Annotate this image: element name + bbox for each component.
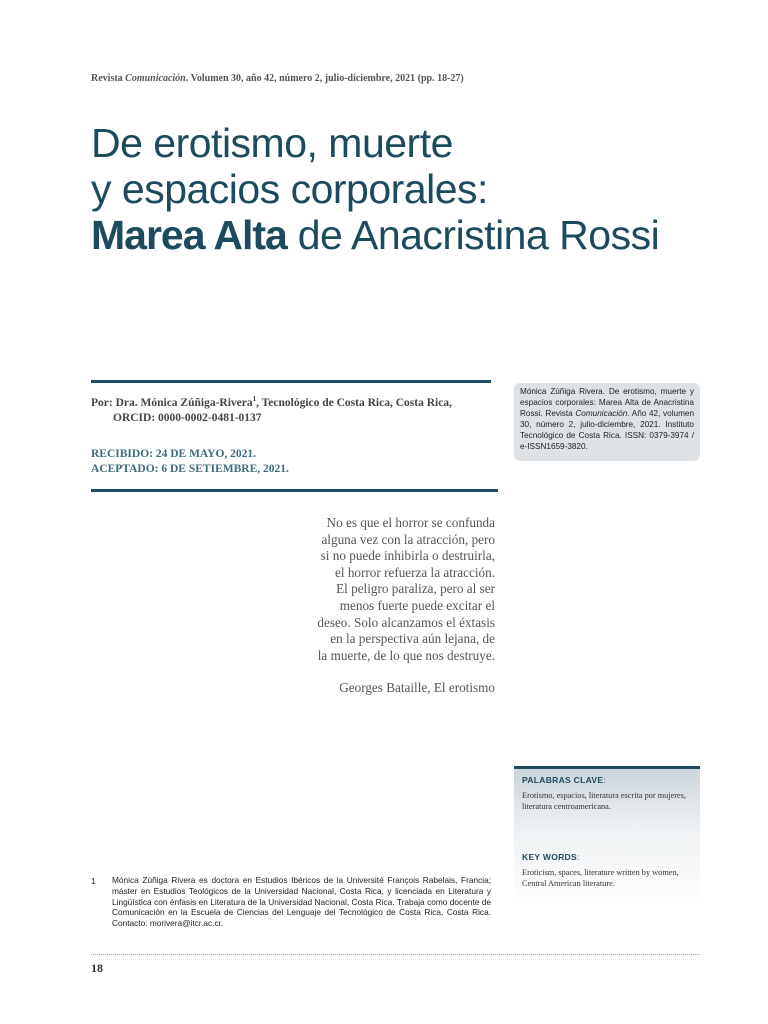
epigraph: [270, 515, 495, 664]
dates-block: [91, 447, 289, 477]
epigraph-line: menos fuerte puede excitar el: [339, 597, 495, 613]
dates-bottom-rule: [91, 489, 498, 492]
keywords-en-colon: :: [576, 852, 580, 862]
author-affiliation: , Tecnológico de Costa Rica, Costa Rica,: [256, 396, 452, 409]
citation-box: [514, 383, 700, 461]
keywords-es-heading: [522, 775, 606, 785]
citation-part-2: . Año 42, volumen 30, número 2, julio-diciembre, 2021. Instituto Tecnológico de Costa Rica. ISSN: 0379-3974 / e-ISSN1659-3820.: [520, 409, 694, 451]
page-number: 18: [91, 961, 103, 975]
footnote-text: Mónica Zúñiga Rivera es doctora en Estudios Ibéricos de la Université François Rabelais, Francia; máster en Estudios Teológicos de la Universidad Nacional, Costa Rica, y licenciada en Literatura y Lingüística con énfasis en Literatura de la Universidad Nacional, Costa Rica. Trabaja como docente de Comunicación en la Escuela de Ciencias del Lenguaje del Tecnológico de Costa Rica, Costa Rica. Contacto: morivera@itcr.ac.cr.: [112, 875, 491, 929]
epigraph-source: Georges Bataille, El erotismo: [339, 680, 495, 695]
keywords-en-heading: [522, 852, 580, 862]
keywords-es-text: Erotismo, espacios, literatura escrita por mujeres, literatura centroamericana.: [522, 791, 687, 811]
author-footnote-mark[interactable]: 1: [252, 395, 257, 403]
page-footer-rule: [91, 954, 700, 955]
author-block: [91, 392, 496, 426]
epigraph-line: deseo. Solo alcanzamos el éxtasis: [317, 614, 495, 630]
epigraph-line: la muerte, de lo que nos destruye.: [317, 647, 495, 663]
author-name: Por: Dra. Mónica Zúñiga-Rivera: [91, 396, 253, 409]
epigraph-line: El peligro paraliza, pero al ser: [336, 581, 495, 597]
epigraph-line: el horror refuerza la atracción.: [335, 564, 495, 580]
epigraph-line: en la perspectiva aún lejana, de: [330, 631, 495, 647]
author-line: [91, 392, 496, 411]
keywords-en-text: Eroticism, spaces, literature written by women, Central American literature.: [522, 868, 679, 888]
author-orcid: ORCID: 0000-0002-0481-0137: [113, 411, 262, 424]
keywords-es-colon: :: [603, 775, 607, 785]
keywords-en-heading-text: KEY WORDS: [522, 852, 577, 862]
title-work-name: Marea Alta: [91, 212, 287, 258]
header-suffix: . Volumen 30, año 42, número 2, julio-diciembre, 2021 (pp. 18-27): [185, 73, 464, 84]
citation-part-1: Mónica Zúñiga Rivera. De erotismo, muerte y espacios corporales: Marea Alta de Anacristina Rossi. Revista: [520, 387, 694, 418]
epigraph-line: No es que el horror se confunda: [326, 515, 495, 530]
journal-header: [91, 73, 464, 84]
title-line-3-rest: de Anacristina Rossi: [286, 212, 660, 258]
received-date: RECIBIDO: 24 DE MAYO, 2021.: [91, 448, 257, 460]
epigraph-line: si no puede inhibirla o destruirla,: [320, 548, 495, 564]
citation-journal: Comunicación: [575, 409, 628, 418]
footnote-number: 1: [91, 876, 96, 886]
header-prefix: Revista: [91, 73, 126, 84]
author-top-rule: [91, 380, 491, 383]
title-line-1: De erotismo, muerte: [91, 120, 453, 166]
header-journal-name: Comunicación: [125, 73, 186, 84]
title-line-3: [91, 212, 731, 258]
accepted-date: ACEPTADO: 6 DE SETIEMBRE, 2021.: [91, 463, 289, 475]
title-line-2: y espacios corporales:: [91, 166, 488, 212]
keywords-top-bar: [514, 766, 700, 769]
article-title: [91, 120, 731, 258]
epigraph-line: alguna vez con la atracción, pero: [321, 531, 495, 547]
keywords-es-heading-text: PALABRAS CLAVE: [522, 775, 604, 785]
